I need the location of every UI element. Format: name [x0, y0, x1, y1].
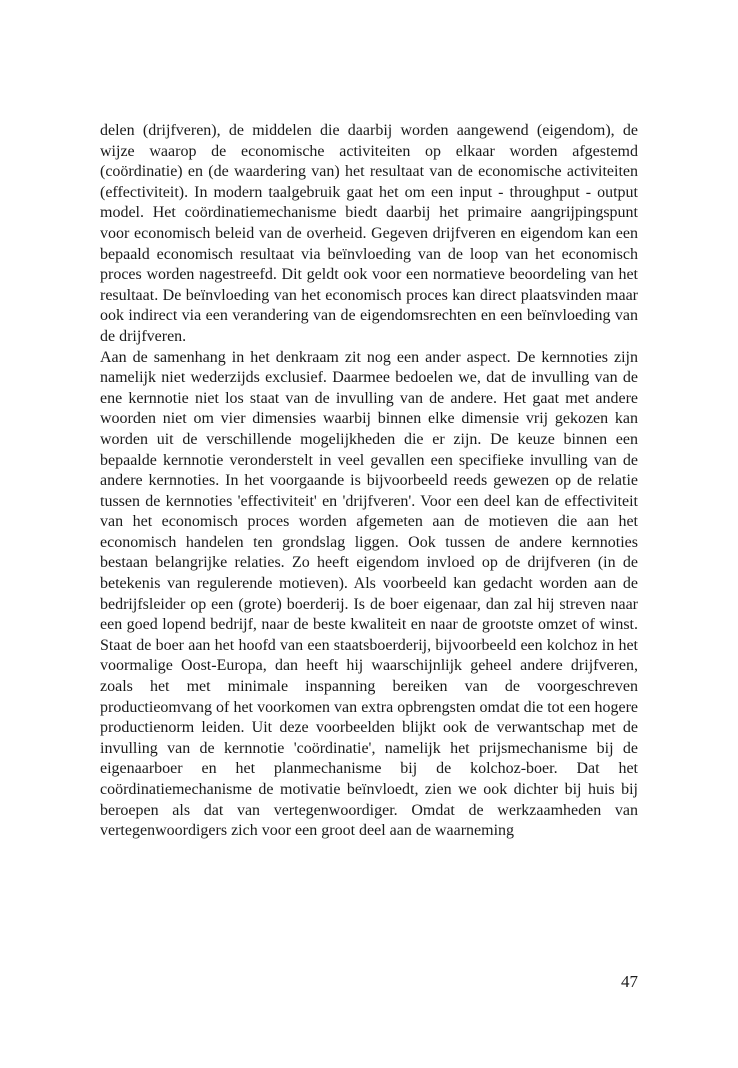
- page-number: 47: [621, 972, 638, 991]
- paragraph-2: Aan de samenhang in het denkraam zit nog een ander aspect. De kernnoties zijn namelijk niet wederzijds exclusief. Daarmee bedoelen we, dat de invulling van de ene kernnotie niet los staat van de invulling van de andere. Het gaat met andere woorden niet om vier dimensies waarbij binnen elke dimensie vrij gekozen kan worden uit de verschillende mogelijkheden die er zijn. De keuze binnen een bepaalde kernnotie veronderstelt in veel gevallen een specifieke invulling van de andere kernnoties. In het voorgaande is bijvoorbeeld reeds gewezen op de relatie tussen de kernnoties 'effectiviteit' en 'drijfveren'. Voor een deel kan de effectiviteit van het economisch proces worden afgemeten aan de motieven die aan het economisch handelen ten grondslag liggen. Ook tussen de andere kernnoties bestaan belangrijke relaties. Zo heeft eigendom invloed op de drijfveren (in de betekenis van regulerende motieven). Als voorbeeld kan gedacht worden aan de bedrijfsleider op een (grote) boerderij. Is de boer eigenaar, dan zal hij streven naar een goed lopend bedrijf, naar de beste kwaliteit en naar de grootste omzet of winst. Staat de boer aan het hoofd van een staatsboerderij, bijvoorbeeld een kolchoz in het voormalige Oost-Europa, dan heeft hij waarschijnlijk geheel andere drijfveren, zoals het met minimale inspanning bereiken van de voorgeschreven productieomvang of het voorkomen van extra opbrengsten omdat die tot een hogere productienorm leiden. Uit deze voorbeelden blijkt ook de verwantschap met de invulling van de kernnotie 'coördinatie', namelijk het prijsmechanisme bij de eigenaarboer en het planmechanisme bij de kolchoz-boer. Dat het coördinatiemechanisme de motivatie beïnvloedt, zien we ook dichter bij huis bij beroepen als dat van vertegenwoordiger. Omdat de werkzaamheden van vertegenwoordigers zich voor een groot deel aan de waarneming: [100, 348, 638, 840]
- page-body: [100, 121, 638, 842]
- paragraph-1: delen (drijfveren), de middelen die daarbij worden aangewend (eigendom), de wijze waarop de economische activiteiten op elkaar worden afgestemd (coördinatie) en (de waardering van) het resultaat van de economische activiteiten (effectiviteit). In modern taalgebruik gaat het om een input - throughput - output model. Het coördinatiemechanisme biedt daarbij het primaire aangrijpingspunt voor economisch beleid van de overheid. Gegeven drijfveren en eigendom kan een bepaald economisch resultaat via beïnvloeding van de loop van het economisch proces worden nagestreefd. Dit geldt ook voor een normatieve beoordeling van het resultaat. De beïnvloeding van het economisch proces kan direct plaatsvinden maar ook indirect via een verandering van de eigendomsrechten en een beïnvloeding van de drijfveren.: [100, 122, 638, 345]
